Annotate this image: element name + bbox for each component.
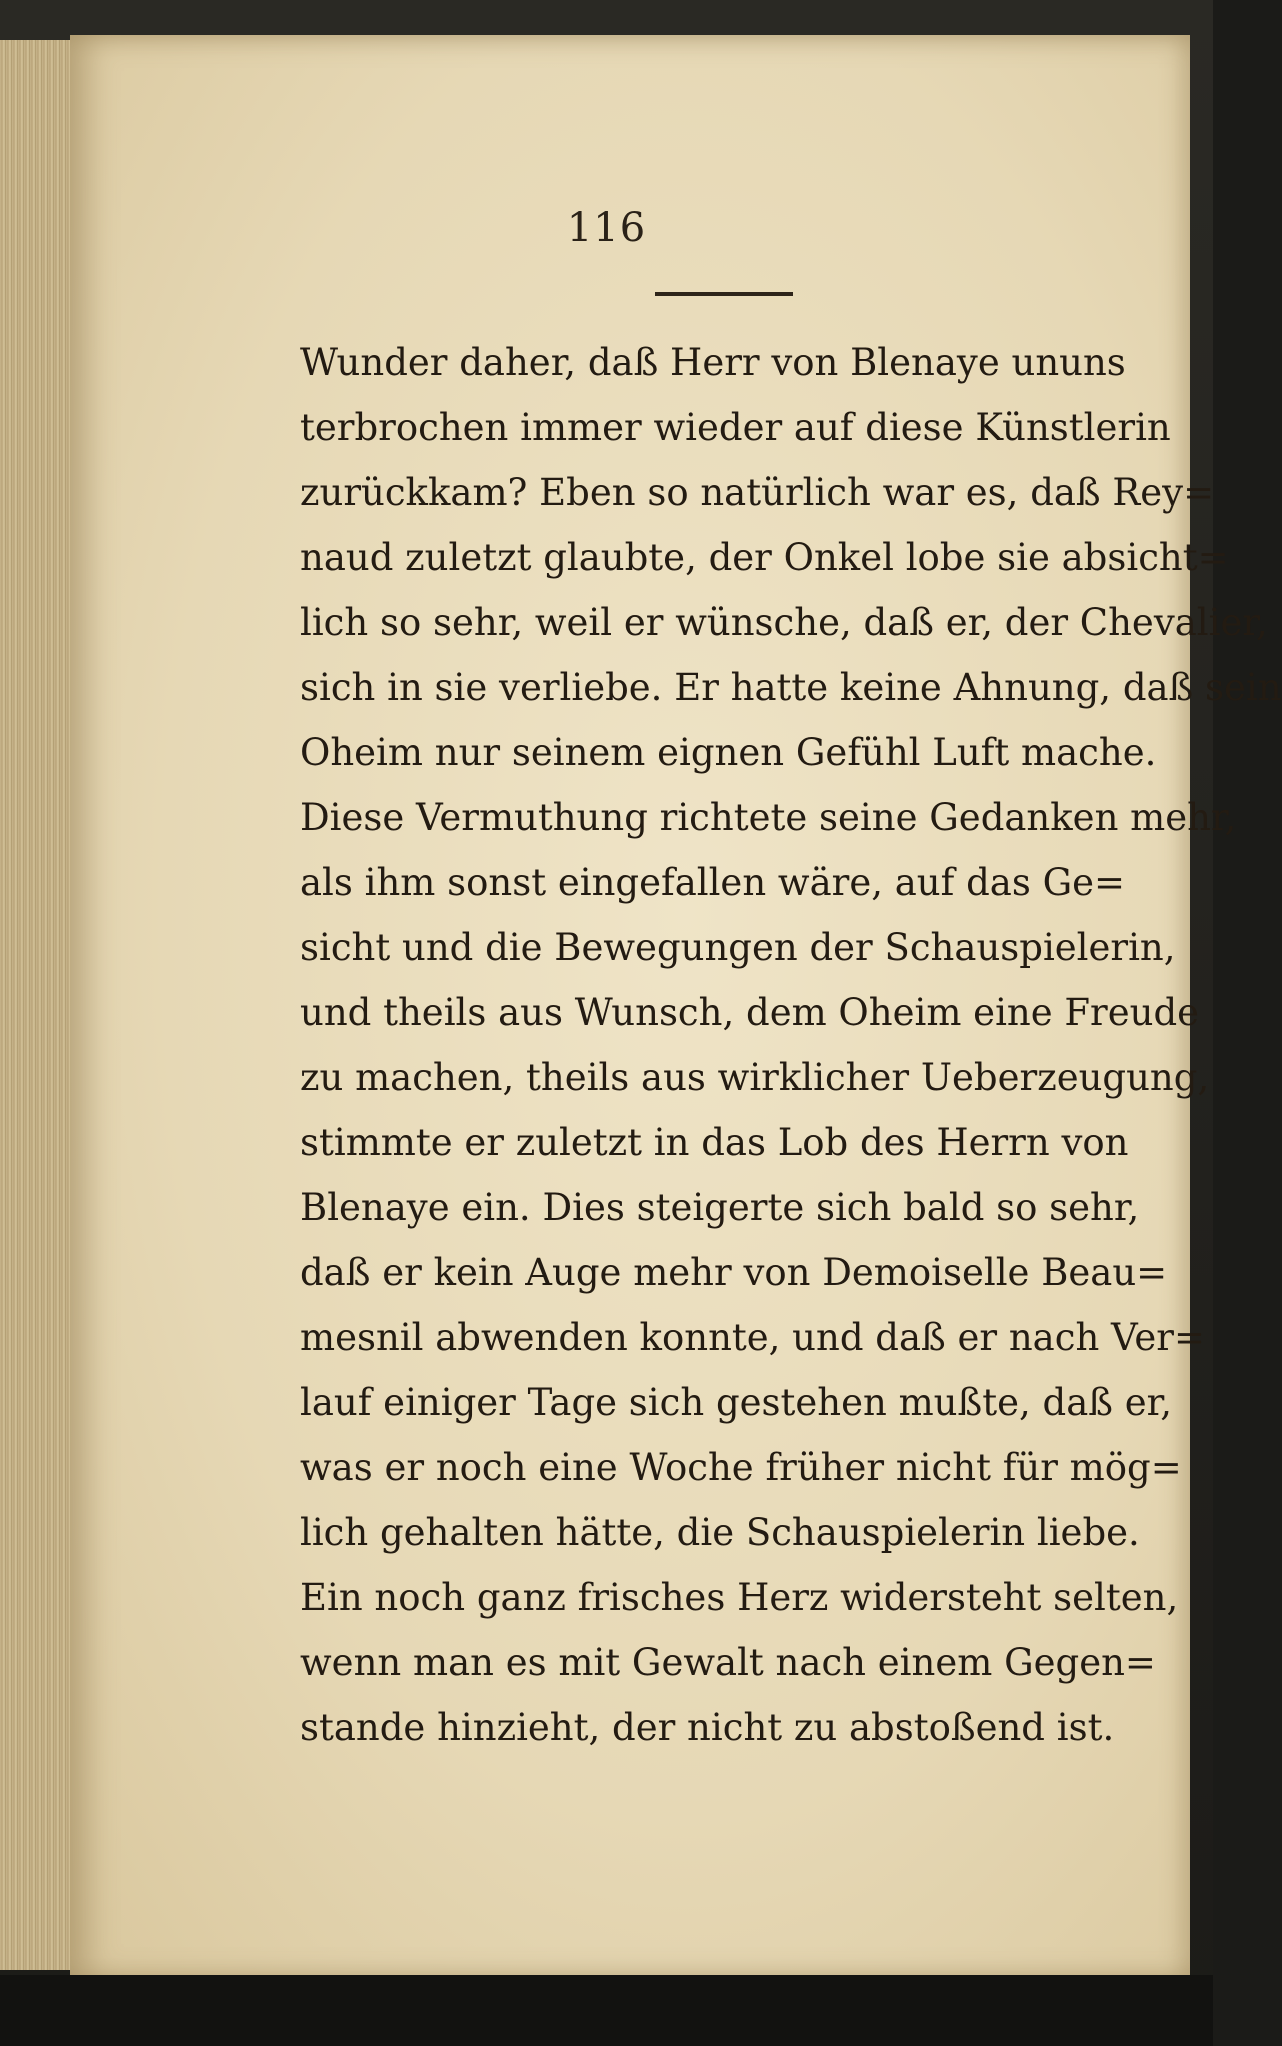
header-rule [655,292,793,296]
text-line: Blenaye ein. Dies steigerte sich bald so sehr, [300,1186,1140,1229]
text-line: Oheim nur seinem eignen Gefühl Luft mache. [300,731,1157,774]
text-line: zurückkam? Eben so natürlich war es, daß Rey= [300,471,1215,514]
text-line: lich so sehr, weil er wünsche, daß er, der Chevalier, [300,601,1268,644]
text-line: Diese Vermuthung richtete seine Gedanken mehr, [300,796,1237,839]
text-line: sich in sie verliebe. Er hatte keine Ahnung, daß sein [300,666,1282,709]
body-text [300,330,1282,1760]
text-line: naud zuletzt glaubte, der Onkel lobe sie absicht= [300,536,1229,579]
text-line: terbrochen immer wieder auf diese Künstlerin [300,406,1171,449]
text-line: lauf einiger Tage sich gestehen mußte, daß er, [300,1381,1173,1424]
text-line: Wunder daher, daß Herr von Blenaye ununs [300,341,1126,384]
text-line: sicht und die Bewegungen der Schauspielerin, [300,926,1176,969]
page-number: 116 [566,205,647,251]
text-line: als ihm sonst eingefallen wäre, auf das Ge= [300,861,1126,904]
text-line: daß er kein Auge mehr von Demoiselle Beau= [300,1251,1168,1294]
text-line: lich gehalten hätte, die Schauspielerin liebe. [300,1511,1140,1554]
text-line: und theils aus Wunsch, dem Oheim eine Freude [300,991,1200,1034]
text-line: wenn man es mit Gewalt nach einem Gegen= [300,1641,1156,1684]
scan-bottom-band [0,1975,1213,2046]
text-line: zu machen, theils aus wirklicher Ueberzeugung, [300,1056,1210,1099]
text-line: mesnil abwenden konnte, und daß er nach Ver= [300,1316,1205,1359]
text-line: Ein noch ganz frisches Herz widersteht selten, [300,1576,1179,1619]
text-line: stande hinzieht, der nicht zu abstoßend ist. [300,1706,1115,1749]
text-line: was er noch eine Woche früher nicht für mög= [300,1446,1182,1489]
text-line: stimmte er zuletzt in das Lob des Herrn von [300,1121,1129,1164]
